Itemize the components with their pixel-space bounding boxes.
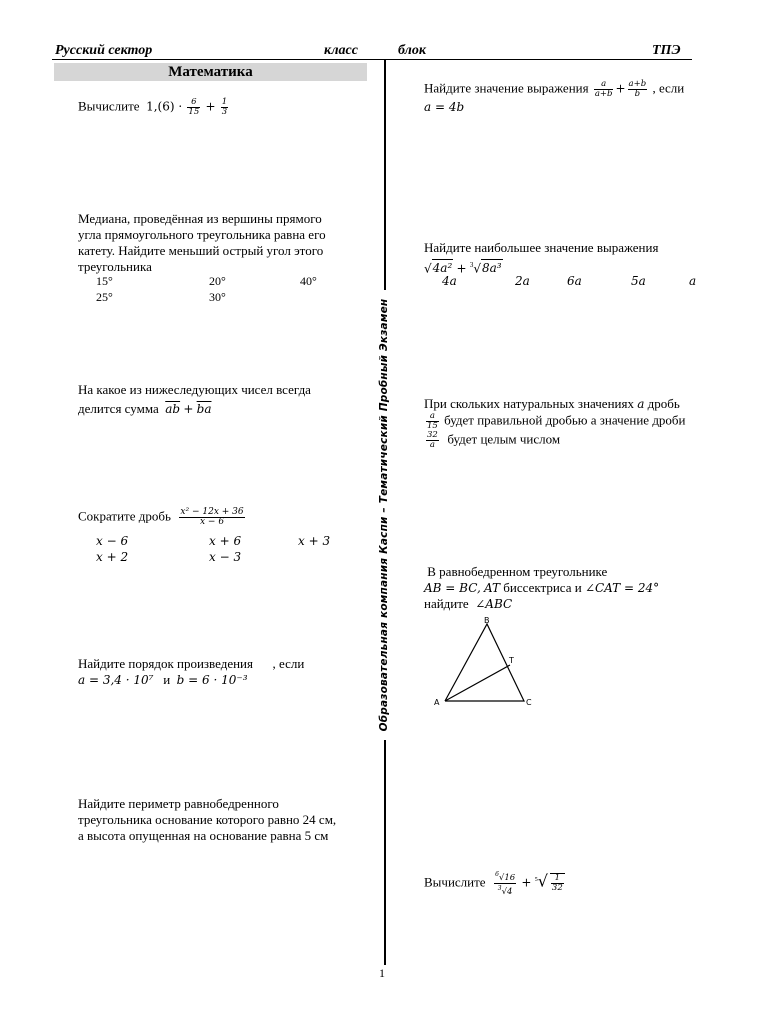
left-q2-line2: угла прямоугольного треугольника равна его bbox=[78, 227, 326, 242]
right-q4-angle-cat: ∠CAT = 24° bbox=[584, 581, 660, 595]
column-divider-top bbox=[384, 60, 386, 290]
left-q5 bbox=[78, 656, 304, 688]
left-q3-ba: $\overline{ba}$ bbox=[196, 402, 212, 416]
right-q2: Найдите наибольшее значение выражения √4a² + $^3$√8a³ bbox=[424, 240, 659, 276]
left-q4-option: x + 3 bbox=[298, 534, 331, 548]
header-underline bbox=[52, 59, 692, 60]
right-q5-root-index: 5 bbox=[534, 876, 538, 883]
right-q1-frac2: $\frac{a+b}{b}$ bbox=[628, 79, 647, 99]
side-caption bbox=[372, 290, 396, 740]
right-q2-option: a bbox=[689, 274, 697, 288]
right-q4-angle-abc: ∠ABC bbox=[475, 597, 513, 611]
right-q2-option: 6a bbox=[567, 274, 582, 288]
left-q1-prefix: Вычислите bbox=[78, 98, 140, 114]
right-q3-suffix: дробь bbox=[647, 396, 680, 411]
right-q3-prefix: При скольких натуральных значениях bbox=[424, 396, 634, 411]
left-q4 bbox=[78, 508, 247, 527]
subject-title: Математика bbox=[54, 63, 367, 81]
left-q4-prefix: Сократите дробь bbox=[78, 508, 171, 524]
label-t: T bbox=[509, 656, 514, 665]
left-q4-option: x + 6 bbox=[209, 534, 242, 548]
right-q3-frac1: $\frac{a}{15}$ bbox=[427, 411, 438, 431]
right-q3-frac2: $\frac{32}{a}$ bbox=[427, 430, 438, 450]
right-q4-find: найдите bbox=[424, 596, 469, 611]
right-q4-line1: В равнобедренном треугольнике bbox=[427, 564, 608, 579]
left-q2 bbox=[78, 211, 326, 275]
left-q2-option: 20° bbox=[209, 274, 226, 288]
left-q5-line1: Найдите порядок произведения bbox=[78, 656, 253, 671]
label-b: B bbox=[484, 616, 490, 625]
right-q1-suffix: , если bbox=[652, 80, 685, 96]
label-c: C bbox=[526, 698, 532, 707]
right-q2-plus: + bbox=[456, 261, 467, 276]
left-q6-line3: а высота опущенная на основание равна 5 см bbox=[78, 828, 329, 843]
left-q4-option: x + 2 bbox=[96, 550, 129, 564]
right-q4 bbox=[424, 564, 659, 612]
left-q2-line3: катету. Найдите меньший острый угол этого bbox=[78, 243, 324, 258]
left-q3-line2: делится сумма bbox=[78, 401, 159, 416]
header-sector: Русский сектор bbox=[55, 43, 153, 58]
left-q1-frac2: $\frac{1}{3}$ bbox=[221, 97, 228, 117]
page-number: 1 bbox=[379, 966, 385, 980]
right-q2-option: 5a bbox=[631, 274, 646, 288]
left-q5-b: b = 6 · 10⁻³ bbox=[176, 673, 248, 687]
left-q2-line1: Медиана, проведённая из вершины прямого bbox=[78, 211, 322, 226]
right-q5-root-frac: $\frac{1}{32}$ bbox=[551, 873, 563, 894]
left-q1-plus: + bbox=[205, 99, 216, 114]
right-q4-condition1: AB = BC, bbox=[424, 581, 481, 595]
right-q3-line3: будет целым числом bbox=[447, 431, 561, 447]
right-q2-option: 2a bbox=[515, 274, 530, 288]
left-q2-option: 25° bbox=[96, 290, 113, 304]
right-q2-option: 4a bbox=[442, 274, 457, 288]
left-q6 bbox=[78, 796, 336, 844]
left-q1 bbox=[78, 98, 230, 117]
right-q1-plus: + bbox=[615, 81, 626, 96]
right-q3-var: a bbox=[637, 397, 645, 411]
right-q2-line1: Найдите наибольшее значение выражения bbox=[424, 240, 659, 255]
right-q5-frac: $\frac{^6√16}{^3√4}$ bbox=[495, 871, 516, 897]
left-q5-suffix: , если bbox=[272, 656, 305, 671]
left-q3-ab: $\overline{ab}$ bbox=[165, 402, 181, 416]
left-q6-line1: Найдите периметр равнобедренного bbox=[78, 796, 279, 811]
right-q2-root-index: 3 bbox=[469, 261, 474, 269]
right-q1 bbox=[424, 80, 684, 115]
left-q4-fraction: $\frac{\text{x² − 12x + 36}}{x - 6}$ bbox=[180, 507, 244, 527]
right-q1-condition: a = 4b bbox=[424, 100, 465, 114]
left-q4-option: x − 6 bbox=[96, 534, 129, 548]
right-q2-expr-b: 8a³ bbox=[481, 261, 502, 276]
left-q5-and: и bbox=[163, 672, 171, 687]
header-exam-code: ТПЭ bbox=[652, 43, 681, 58]
triangle-diagram bbox=[430, 615, 540, 715]
right-q2-expr-a: 4a² bbox=[432, 261, 453, 276]
label-a: A bbox=[434, 698, 440, 707]
header-block-label: блок bbox=[398, 43, 426, 58]
left-q5-a: a = 3,4 · 10⁷ bbox=[78, 673, 154, 687]
left-q1-lead: 1,(6) · bbox=[146, 99, 183, 114]
right-q5: Вычислите $\frac{^6√16}{^3√4}$ + $^5$√ $\frac{1}{32}$ bbox=[424, 871, 563, 897]
left-q3-line1: На какое из нижеследующих чисел всегда bbox=[78, 382, 311, 397]
left-q3 bbox=[78, 382, 311, 417]
left-q2-option: 30° bbox=[209, 290, 226, 304]
left-q3-plus: + bbox=[183, 402, 194, 416]
column-divider-bottom bbox=[384, 740, 386, 965]
right-q5-plus: + bbox=[521, 875, 532, 890]
right-q3 bbox=[424, 396, 724, 450]
side-caption-text: Образовательная компания Каспи – Тематический Пробный Экзамен bbox=[378, 298, 390, 732]
header-class-label: класс bbox=[324, 43, 358, 58]
left-q2-line4: треугольника bbox=[78, 259, 152, 274]
right-q1-frac1: $\frac{a}{a+b}$ bbox=[594, 79, 613, 99]
right-q1-prefix: Найдите значение выражения bbox=[424, 80, 589, 96]
left-q2-option: 15° bbox=[96, 274, 113, 288]
right-q4-at: AT bbox=[484, 581, 501, 595]
left-q4-option: x − 3 bbox=[209, 550, 242, 564]
left-q6-line2: треугольника основание которого равно 24 см, bbox=[78, 812, 337, 827]
left-q2-option: 40° bbox=[300, 274, 317, 288]
right-q5-prefix: Вычислите bbox=[424, 874, 486, 890]
left-q1-frac1: $\frac{6}{15}$ bbox=[188, 97, 200, 117]
right-q3-line2: будет правильной дробью а значение дроби bbox=[444, 412, 686, 428]
right-q4-bisector-text: биссектриса и bbox=[503, 580, 582, 595]
